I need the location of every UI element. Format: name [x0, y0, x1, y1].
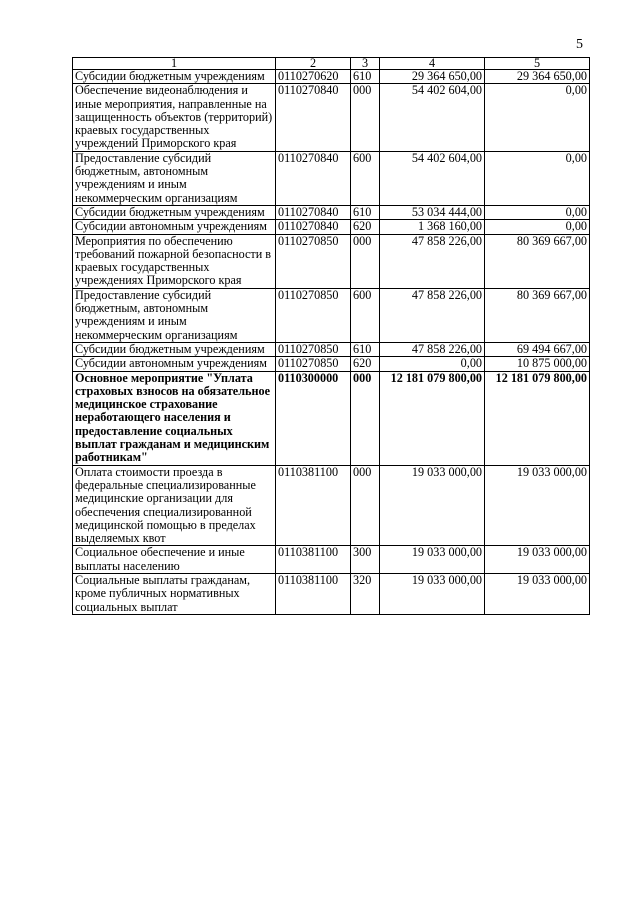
row-name-cell: Субсидии бюджетным учреждениям	[73, 342, 276, 356]
table-row	[73, 288, 590, 342]
column-header-4: 4	[380, 58, 485, 70]
row-code-cell: 0110270840	[276, 205, 351, 219]
row-name-cell: Субсидии бюджетным учреждениям	[73, 205, 276, 219]
row-amount-4-cell: 19 033 000,00	[380, 465, 485, 546]
row-type-cell: 600	[351, 288, 380, 342]
row-amount-4-cell: 47 858 226,00	[380, 288, 485, 342]
row-type-cell: 320	[351, 573, 380, 614]
row-amount-5-cell: 29 364 650,00	[485, 70, 590, 84]
row-code-cell: 0110381100	[276, 573, 351, 614]
row-amount-5-cell: 10 875 000,00	[485, 357, 590, 371]
row-type-cell: 600	[351, 151, 380, 205]
row-amount-5-cell: 19 033 000,00	[485, 546, 590, 574]
row-code-cell: 0110270850	[276, 357, 351, 371]
row-code-cell: 0110270620	[276, 70, 351, 84]
row-amount-4-cell: 47 858 226,00	[380, 234, 485, 288]
row-amount-4-cell: 53 034 444,00	[380, 205, 485, 219]
row-code-cell: 0110270840	[276, 84, 351, 151]
column-header-1: 1	[73, 58, 276, 70]
row-type-cell: 000	[351, 84, 380, 151]
row-amount-4-cell: 0,00	[380, 357, 485, 371]
table-row	[73, 151, 590, 205]
row-code-cell: 0110270850	[276, 288, 351, 342]
row-amount-5-cell: 12 181 079 800,00	[485, 371, 590, 465]
row-amount-4-cell: 54 402 604,00	[380, 84, 485, 151]
row-code-cell: 0110300000	[276, 371, 351, 465]
header-row	[73, 58, 590, 70]
row-code-cell: 0110270850	[276, 234, 351, 288]
row-amount-5-cell: 0,00	[485, 151, 590, 205]
row-name-cell: Предоставление субсидий бюджетным, автономным учреждениям и иным некоммерческим организациям	[73, 151, 276, 205]
row-type-cell: 000	[351, 371, 380, 465]
row-amount-5-cell: 0,00	[485, 84, 590, 151]
row-amount-5-cell: 80 369 667,00	[485, 288, 590, 342]
row-amount-5-cell: 19 033 000,00	[485, 573, 590, 614]
table-row	[73, 573, 590, 614]
table-row	[73, 465, 590, 546]
table-row	[73, 546, 590, 574]
table-row	[73, 234, 590, 288]
row-amount-5-cell: 19 033 000,00	[485, 465, 590, 546]
row-code-cell: 0110270840	[276, 220, 351, 234]
row-amount-4-cell: 47 858 226,00	[380, 342, 485, 356]
row-code-cell: 0110270850	[276, 342, 351, 356]
row-amount-4-cell: 1 368 160,00	[380, 220, 485, 234]
table-row	[73, 220, 590, 234]
row-type-cell: 610	[351, 70, 380, 84]
row-code-cell: 0110381100	[276, 546, 351, 574]
row-name-cell: Оплата стоимости проезда в федеральные специализированные медицинские организации для обеспечения специализированной медицинской помощью в пределах выделяемых квот	[73, 465, 276, 546]
budget-table	[72, 57, 590, 615]
table-row	[73, 84, 590, 151]
row-amount-4-cell: 54 402 604,00	[380, 151, 485, 205]
row-name-cell: Социальное обеспечение и иные выплаты населению	[73, 546, 276, 574]
table-row	[73, 357, 590, 371]
row-name-cell: Субсидии автономным учреждениям	[73, 220, 276, 234]
row-type-cell: 000	[351, 465, 380, 546]
row-type-cell: 000	[351, 234, 380, 288]
row-name-cell: Субсидии бюджетным учреждениям	[73, 70, 276, 84]
row-amount-5-cell: 80 369 667,00	[485, 234, 590, 288]
row-name-cell: Мероприятия по обеспечению требований пожарной безопасности в краевых государственных учреждениях Приморского края	[73, 234, 276, 288]
row-amount-4-cell: 19 033 000,00	[380, 546, 485, 574]
row-amount-5-cell: 0,00	[485, 220, 590, 234]
row-type-cell: 610	[351, 342, 380, 356]
row-type-cell: 610	[351, 205, 380, 219]
row-amount-4-cell: 12 181 079 800,00	[380, 371, 485, 465]
row-type-cell: 620	[351, 220, 380, 234]
row-amount-4-cell: 19 033 000,00	[380, 573, 485, 614]
row-name-cell: Социальные выплаты гражданам, кроме публичных нормативных социальных выплат	[73, 573, 276, 614]
row-name-cell: Предоставление субсидий бюджетным, автономным учреждениям и иным некоммерческим организациям	[73, 288, 276, 342]
table-row	[73, 205, 590, 219]
table-row	[73, 371, 590, 465]
row-type-cell: 620	[351, 357, 380, 371]
column-header-5: 5	[485, 58, 590, 70]
table-row	[73, 342, 590, 356]
row-type-cell: 300	[351, 546, 380, 574]
row-name-cell: Обеспечение видеонаблюдения и иные мероприятия, направленные на защищенность объектов (территорий) краевых государственных учреждений Приморского края	[73, 84, 276, 151]
page-number: 5	[576, 37, 583, 52]
row-amount-5-cell: 0,00	[485, 205, 590, 219]
row-amount-4-cell: 29 364 650,00	[380, 70, 485, 84]
row-name-cell: Субсидии автономным учреждениям	[73, 357, 276, 371]
row-code-cell: 0110270840	[276, 151, 351, 205]
column-header-3: 3	[351, 58, 380, 70]
row-amount-5-cell: 69 494 667,00	[485, 342, 590, 356]
column-header-2: 2	[276, 58, 351, 70]
row-name-cell: Основное мероприятие "Уплата страховых взносов на обязательное медицинское страхование неработающего населения и предоставление социальных выплат гражданам и медицинским работникам"	[73, 371, 276, 465]
table-row	[73, 70, 590, 84]
row-code-cell: 0110381100	[276, 465, 351, 546]
